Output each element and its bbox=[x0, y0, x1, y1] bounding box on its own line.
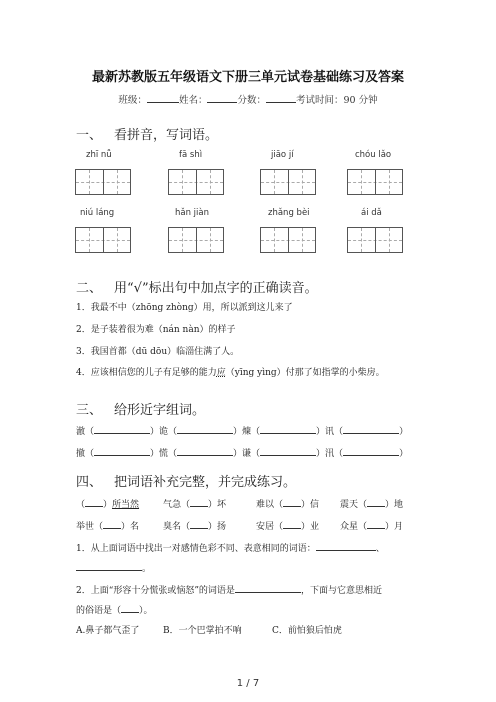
pinyin-2-3: zhǎng bèi bbox=[268, 208, 310, 218]
pinyin-2-4: ái dǎ bbox=[361, 208, 382, 218]
idiom-1-3-pre: 难以（ bbox=[256, 500, 284, 510]
s3-r2-t2: ）谦（ bbox=[233, 449, 261, 459]
pinyin-1-1: zhī nǚ bbox=[86, 150, 112, 160]
s3-r1-blank2[interactable] bbox=[177, 424, 233, 434]
idiom-1-2-pre: 气急（ bbox=[163, 500, 191, 510]
s3-r1-t0: 澈（ bbox=[76, 427, 95, 437]
section-3-number: 三、 bbox=[76, 403, 103, 418]
s3-r2-t3: ）汛（ bbox=[316, 449, 344, 459]
question-4-1-cont bbox=[76, 561, 151, 574]
writing-grid-2-1[interactable] bbox=[75, 227, 131, 253]
q4-2-text-d: ）。 bbox=[139, 606, 153, 616]
writing-grid-1-4[interactable] bbox=[347, 169, 403, 195]
s3-r1-blank4[interactable] bbox=[343, 424, 399, 434]
option-c[interactable]: C．前怕狼后怕虎 bbox=[272, 626, 342, 636]
idiom-2-1 bbox=[76, 519, 139, 532]
s3-r2-blank1[interactable] bbox=[94, 446, 150, 456]
q2-4-dotted-char: 应 bbox=[216, 368, 226, 378]
s3-r1-blank3[interactable] bbox=[260, 424, 316, 434]
score-blank[interactable] bbox=[266, 93, 296, 103]
idiom-2-1-post: ）名 bbox=[121, 522, 140, 532]
idiom-2-4-pre: 众星（ bbox=[340, 522, 368, 532]
idiom-2-3-post: ）业 bbox=[301, 522, 320, 532]
idiom-2-4-blank[interactable] bbox=[367, 519, 385, 529]
idiom-2-1-blank[interactable] bbox=[103, 519, 121, 529]
pinyin-1-2: fā shì bbox=[179, 150, 203, 160]
writing-grid-2-4[interactable] bbox=[347, 227, 403, 253]
idiom-2-2-blank[interactable] bbox=[190, 519, 208, 529]
idiom-1-4-pre: 震天（ bbox=[340, 500, 368, 510]
q4-2-text-b: ，下面与它意思相近 bbox=[300, 586, 382, 596]
pinyin-1-4: chóu lǎo bbox=[355, 150, 392, 160]
idiom-1-2-blank[interactable] bbox=[190, 497, 208, 507]
section-2-title: 用“√”标出句中加点字的正确读音。 bbox=[114, 281, 318, 296]
q2-1-text: 1．我最不中 bbox=[76, 303, 127, 313]
s3-r1-t2: ）煉（ bbox=[233, 427, 261, 437]
idiom-2-2-pre: 臭名（ bbox=[163, 522, 191, 532]
idiom-2-4 bbox=[340, 519, 403, 532]
exam-info bbox=[0, 92, 496, 106]
s3-r2-blank2[interactable] bbox=[177, 446, 233, 456]
q4-1-sep: 、 bbox=[375, 544, 385, 554]
class-blank[interactable] bbox=[147, 93, 179, 103]
idiom-2-2-post: ）扬 bbox=[208, 522, 227, 532]
s3-r1-t1: ）诡（ bbox=[150, 427, 178, 437]
idiom-1-1-tail: 所当然 bbox=[112, 500, 140, 510]
question-2-1 bbox=[76, 300, 293, 313]
q4-2-blank[interactable] bbox=[235, 583, 301, 593]
pinyin-2-1: niú láng bbox=[80, 208, 115, 218]
q4-1-blank-b[interactable] bbox=[76, 561, 142, 571]
section-3-row-1 bbox=[76, 424, 408, 437]
option-b[interactable]: B．一个巴掌拍不响 bbox=[163, 626, 242, 636]
question-4-1 bbox=[76, 541, 385, 554]
section-4-number: 四、 bbox=[76, 475, 103, 490]
pinyin-2-2: hǎn jiàn bbox=[175, 208, 210, 218]
idiom-2-3-pre: 安居（ bbox=[256, 522, 284, 532]
page-title: 最新苏教版五年级语文下册三单元试卷基础练习及答案 bbox=[91, 70, 404, 85]
question-2-4 bbox=[76, 365, 385, 378]
section-1-title: 看拼音，写词语。 bbox=[114, 128, 219, 143]
section-1-heading bbox=[76, 124, 218, 143]
section-3-heading bbox=[76, 399, 205, 418]
s3-r2-blank3[interactable] bbox=[260, 446, 316, 456]
idiom-1-1 bbox=[76, 497, 139, 510]
q4-1-blank-a[interactable] bbox=[316, 541, 376, 551]
option-a[interactable]: A.鼻子都气歪了 bbox=[76, 626, 140, 636]
section-4-title: 把词语补充完整，并完成练习。 bbox=[114, 475, 297, 490]
q4-2-text-c: 的俗语是（ bbox=[76, 606, 122, 616]
idiom-1-3-blank[interactable] bbox=[283, 497, 301, 507]
q2-4-text: 4．应该相信您的儿子有足够的能力 bbox=[76, 368, 217, 378]
question-4-2-cont bbox=[76, 603, 153, 616]
s3-r2-t1: ）慌（ bbox=[150, 449, 178, 459]
idiom-2-3 bbox=[256, 519, 319, 532]
idiom-2-3-blank[interactable] bbox=[283, 519, 301, 529]
idiom-1-4 bbox=[340, 497, 403, 510]
name-blank[interactable] bbox=[207, 93, 237, 103]
idiom-1-2 bbox=[163, 497, 226, 510]
q2-4-options[interactable]: （yīng yìng）付那了如指掌的小柴房。 bbox=[225, 368, 385, 378]
q4-1-end: 。 bbox=[142, 564, 152, 574]
section-3-row-2 bbox=[76, 446, 408, 459]
time-label: 考试时间：90 分钟 bbox=[295, 95, 378, 106]
section-2-heading bbox=[76, 277, 318, 296]
idiom-1-4-blank[interactable] bbox=[367, 497, 385, 507]
question-2-3: 3．我国首都（dū dōu）临淄住满了人。 bbox=[76, 347, 240, 357]
section-4-heading bbox=[76, 471, 296, 490]
writing-grid-1-1[interactable] bbox=[75, 169, 131, 195]
writing-grid-1-3[interactable] bbox=[260, 169, 316, 195]
s3-r2-t0: 撤（ bbox=[76, 449, 95, 459]
idiom-1-1-pre: （ bbox=[76, 500, 86, 510]
q4-1-text: 1．从上面词语中找出一对感情色彩不同、表意相同的词语： bbox=[76, 544, 316, 554]
section-1-number: 一、 bbox=[76, 128, 103, 143]
score-label: 分数： bbox=[237, 95, 266, 106]
idiom-1-2-post: ）坏 bbox=[208, 500, 227, 510]
idiom-1-3 bbox=[256, 497, 319, 510]
idiom-1-1-post: ） bbox=[103, 500, 113, 510]
class-label: 班级： bbox=[118, 95, 147, 106]
q2-1-options[interactable]: （zhōng zhòng）用，所以派到这儿来了 bbox=[126, 303, 293, 313]
q4-2-text-a: 2．上面“形容十分慌张或恼怒”的词语是 bbox=[76, 586, 235, 596]
s3-r1-t3: ）讯（ bbox=[316, 427, 344, 437]
idiom-1-1-blank[interactable] bbox=[85, 497, 103, 507]
idiom-1-4-post: ）地 bbox=[385, 500, 404, 510]
idiom-2-2 bbox=[163, 519, 226, 532]
writing-grid-1-2[interactable] bbox=[168, 169, 224, 195]
pinyin-1-3: jiāo jí bbox=[271, 150, 294, 160]
page-number: 1 / 7 bbox=[236, 678, 260, 689]
name-label: 姓名： bbox=[178, 95, 208, 106]
s3-r1-t4: ） bbox=[399, 427, 409, 437]
idiom-2-1-pre: 举世（ bbox=[76, 522, 104, 532]
s3-r2-blank4[interactable] bbox=[343, 446, 399, 456]
writing-grid-2-3[interactable] bbox=[260, 227, 316, 253]
idiom-1-3-post: ）信 bbox=[301, 500, 320, 510]
s3-r1-blank1[interactable] bbox=[94, 424, 150, 434]
writing-grid-2-2[interactable] bbox=[168, 227, 224, 253]
s3-r2-t4: ） bbox=[399, 449, 409, 459]
q4-2-answer-blank[interactable] bbox=[121, 603, 139, 613]
section-3-title: 给形近字组词。 bbox=[114, 403, 206, 418]
question-4-2 bbox=[76, 583, 382, 596]
idiom-2-4-post: ）月 bbox=[385, 522, 404, 532]
question-2-2: 2．是子装着很为难（nán nàn）的样子 bbox=[76, 325, 236, 335]
section-2-number: 二、 bbox=[76, 281, 103, 296]
